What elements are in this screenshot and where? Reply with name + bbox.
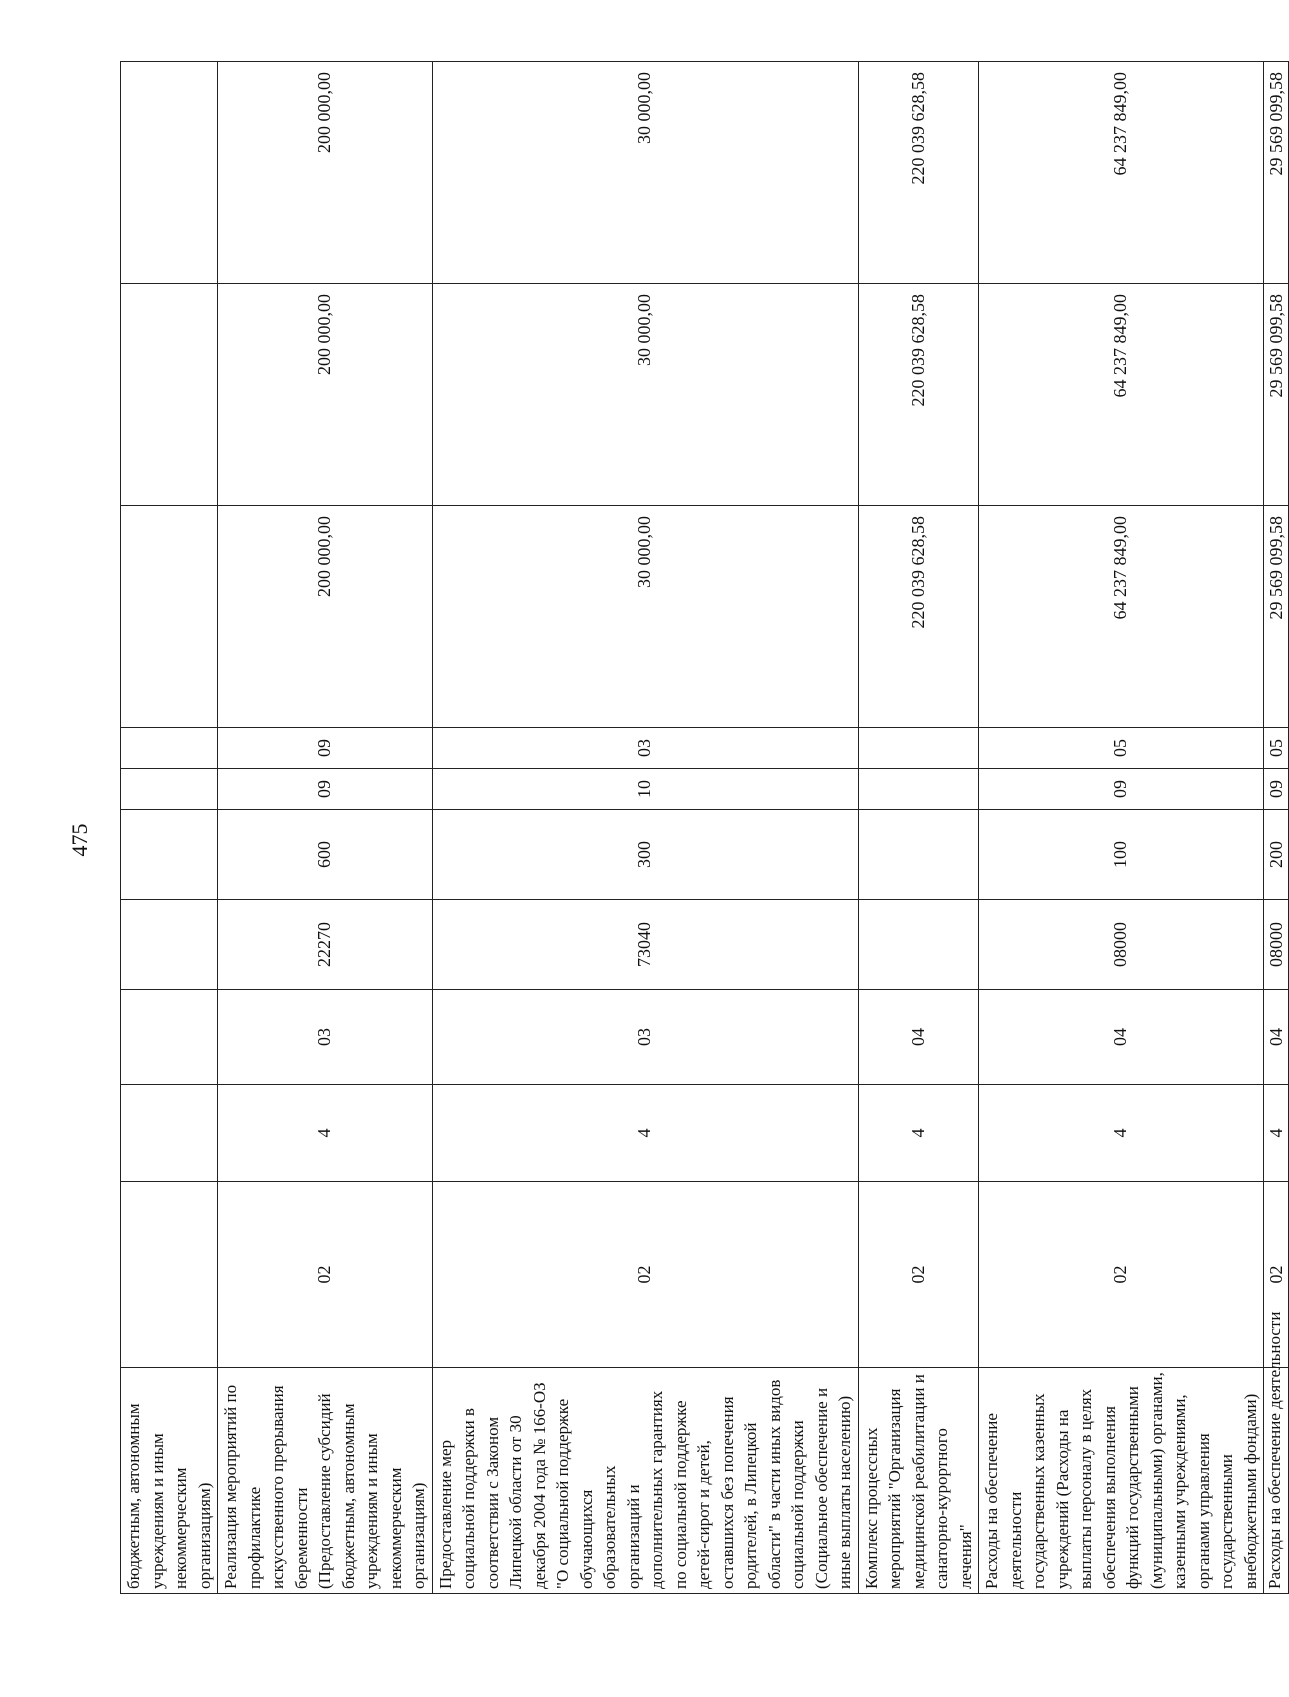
- direction-code: 73040: [432, 900, 858, 990]
- subprogram-code: 04: [858, 990, 979, 1085]
- program-code: 4: [979, 1085, 1264, 1182]
- amount-3: 30 000,00: [432, 62, 858, 284]
- amount-1: [121, 506, 218, 728]
- row-name: Предоставление мер социальной поддержки в соответствии с Законом Липецкой области от 30 декабря 2004 года № 166-ОЗ "О социальной поддержке обучающихся образовательных организаций и дополнительных гарантиях по социальной поддержке детей-сирот и детей, оставшихся без попечения родителей, в Липецкой области" в части иных видов социальной поддержки (Социальное обеспечение и иные выплаты населению): [432, 1368, 858, 1594]
- direction-code: [858, 900, 979, 990]
- table-row: [218, 62, 433, 1594]
- row-name: Расходы на обеспечение деятельности государственных казенных учреждений (Расходы на выплаты персоналу в целях обеспечения выполнения функций государственными (муниципальными) органами, казенными учреждениями, органами управления государственными внебюджетными фондами): [979, 1368, 1264, 1594]
- subsection-code: 09: [218, 728, 433, 769]
- grbs-code: 02: [1264, 1182, 1289, 1368]
- grbs-code: 02: [858, 1182, 979, 1368]
- grbs-code: 02: [979, 1182, 1264, 1368]
- row-name: Реализация мероприятий по профилактике искусственного прерывания беременности (Предоставление субсидий бюджетным, автономным учреждениям и иным некоммерческим организациям): [218, 1368, 433, 1594]
- direction-code: 08000: [979, 900, 1264, 990]
- page-number: 475: [67, 823, 92, 857]
- amount-1: 30 000,00: [432, 506, 858, 728]
- grbs-code: 02: [432, 1182, 858, 1368]
- amount-3: 29 569 099,58: [1264, 62, 1289, 284]
- row-name: Комплекс процессных мероприятий "Организация медицинской реабилитации и санаторно-курортного лечения": [858, 1368, 979, 1594]
- subprogram-code: 04: [979, 990, 1264, 1085]
- expense-type-code: 200: [1264, 810, 1289, 900]
- subsection-code: 05: [979, 728, 1264, 769]
- expense-type-code: 100: [979, 810, 1264, 900]
- subprogram-code: 03: [218, 990, 433, 1085]
- section-code: 09: [218, 769, 433, 810]
- table-row: [979, 62, 1264, 1594]
- amount-2: 30 000,00: [432, 284, 858, 506]
- section-code: 10: [432, 769, 858, 810]
- grbs-code: 02: [218, 1182, 433, 1368]
- subsection-code: 05: [1264, 728, 1289, 769]
- amount-3: [121, 62, 218, 284]
- subsection-code: 03: [432, 728, 858, 769]
- subprogram-code: 04: [1264, 990, 1289, 1085]
- grbs-code: [121, 1182, 218, 1368]
- table-row: [121, 62, 218, 1594]
- direction-code: 08000: [1264, 900, 1289, 990]
- direction-code: [121, 900, 218, 990]
- amount-2: [121, 284, 218, 506]
- amount-3: 220 039 628,58: [858, 62, 979, 284]
- program-code: 4: [858, 1085, 979, 1182]
- amount-2: 64 237 849,00: [979, 284, 1264, 506]
- amount-1: 200 000,00: [218, 506, 433, 728]
- section-code: 09: [1264, 769, 1289, 810]
- subsection-code: [121, 728, 218, 769]
- subprogram-code: 03: [432, 990, 858, 1085]
- subprogram-code: [121, 990, 218, 1085]
- direction-code: 22270: [218, 900, 433, 990]
- program-code: 4: [432, 1085, 858, 1182]
- budget-table-rotated: [120, 62, 1286, 1594]
- row-name: Расходы на обеспечение деятельности: [1264, 1368, 1289, 1594]
- expense-type-code: [121, 810, 218, 900]
- amount-1: 220 039 628,58: [858, 506, 979, 728]
- amount-1: 64 237 849,00: [979, 506, 1264, 728]
- amount-2: 200 000,00: [218, 284, 433, 506]
- program-code: 4: [1264, 1085, 1289, 1182]
- amount-3: 64 237 849,00: [979, 62, 1264, 284]
- section-code: [858, 769, 979, 810]
- expense-type-code: [858, 810, 979, 900]
- section-code: 09: [979, 769, 1264, 810]
- row-name: бюджетным, автономным учреждениям и иным некоммерческим организациям): [121, 1368, 218, 1594]
- expense-type-code: 600: [218, 810, 433, 900]
- amount-2: 220 039 628,58: [858, 284, 979, 506]
- table-row: [1264, 62, 1289, 1594]
- table-row: [858, 62, 979, 1594]
- amount-3: 200 000,00: [218, 62, 433, 284]
- subsection-code: [858, 728, 979, 769]
- amount-1: 29 569 099,58: [1264, 506, 1289, 728]
- program-code: 4: [218, 1085, 433, 1182]
- budget-table: [120, 61, 1289, 1594]
- section-code: [121, 769, 218, 810]
- expense-type-code: 300: [432, 810, 858, 900]
- program-code: [121, 1085, 218, 1182]
- table-row: [432, 62, 858, 1594]
- amount-2: 29 569 099,58: [1264, 284, 1289, 506]
